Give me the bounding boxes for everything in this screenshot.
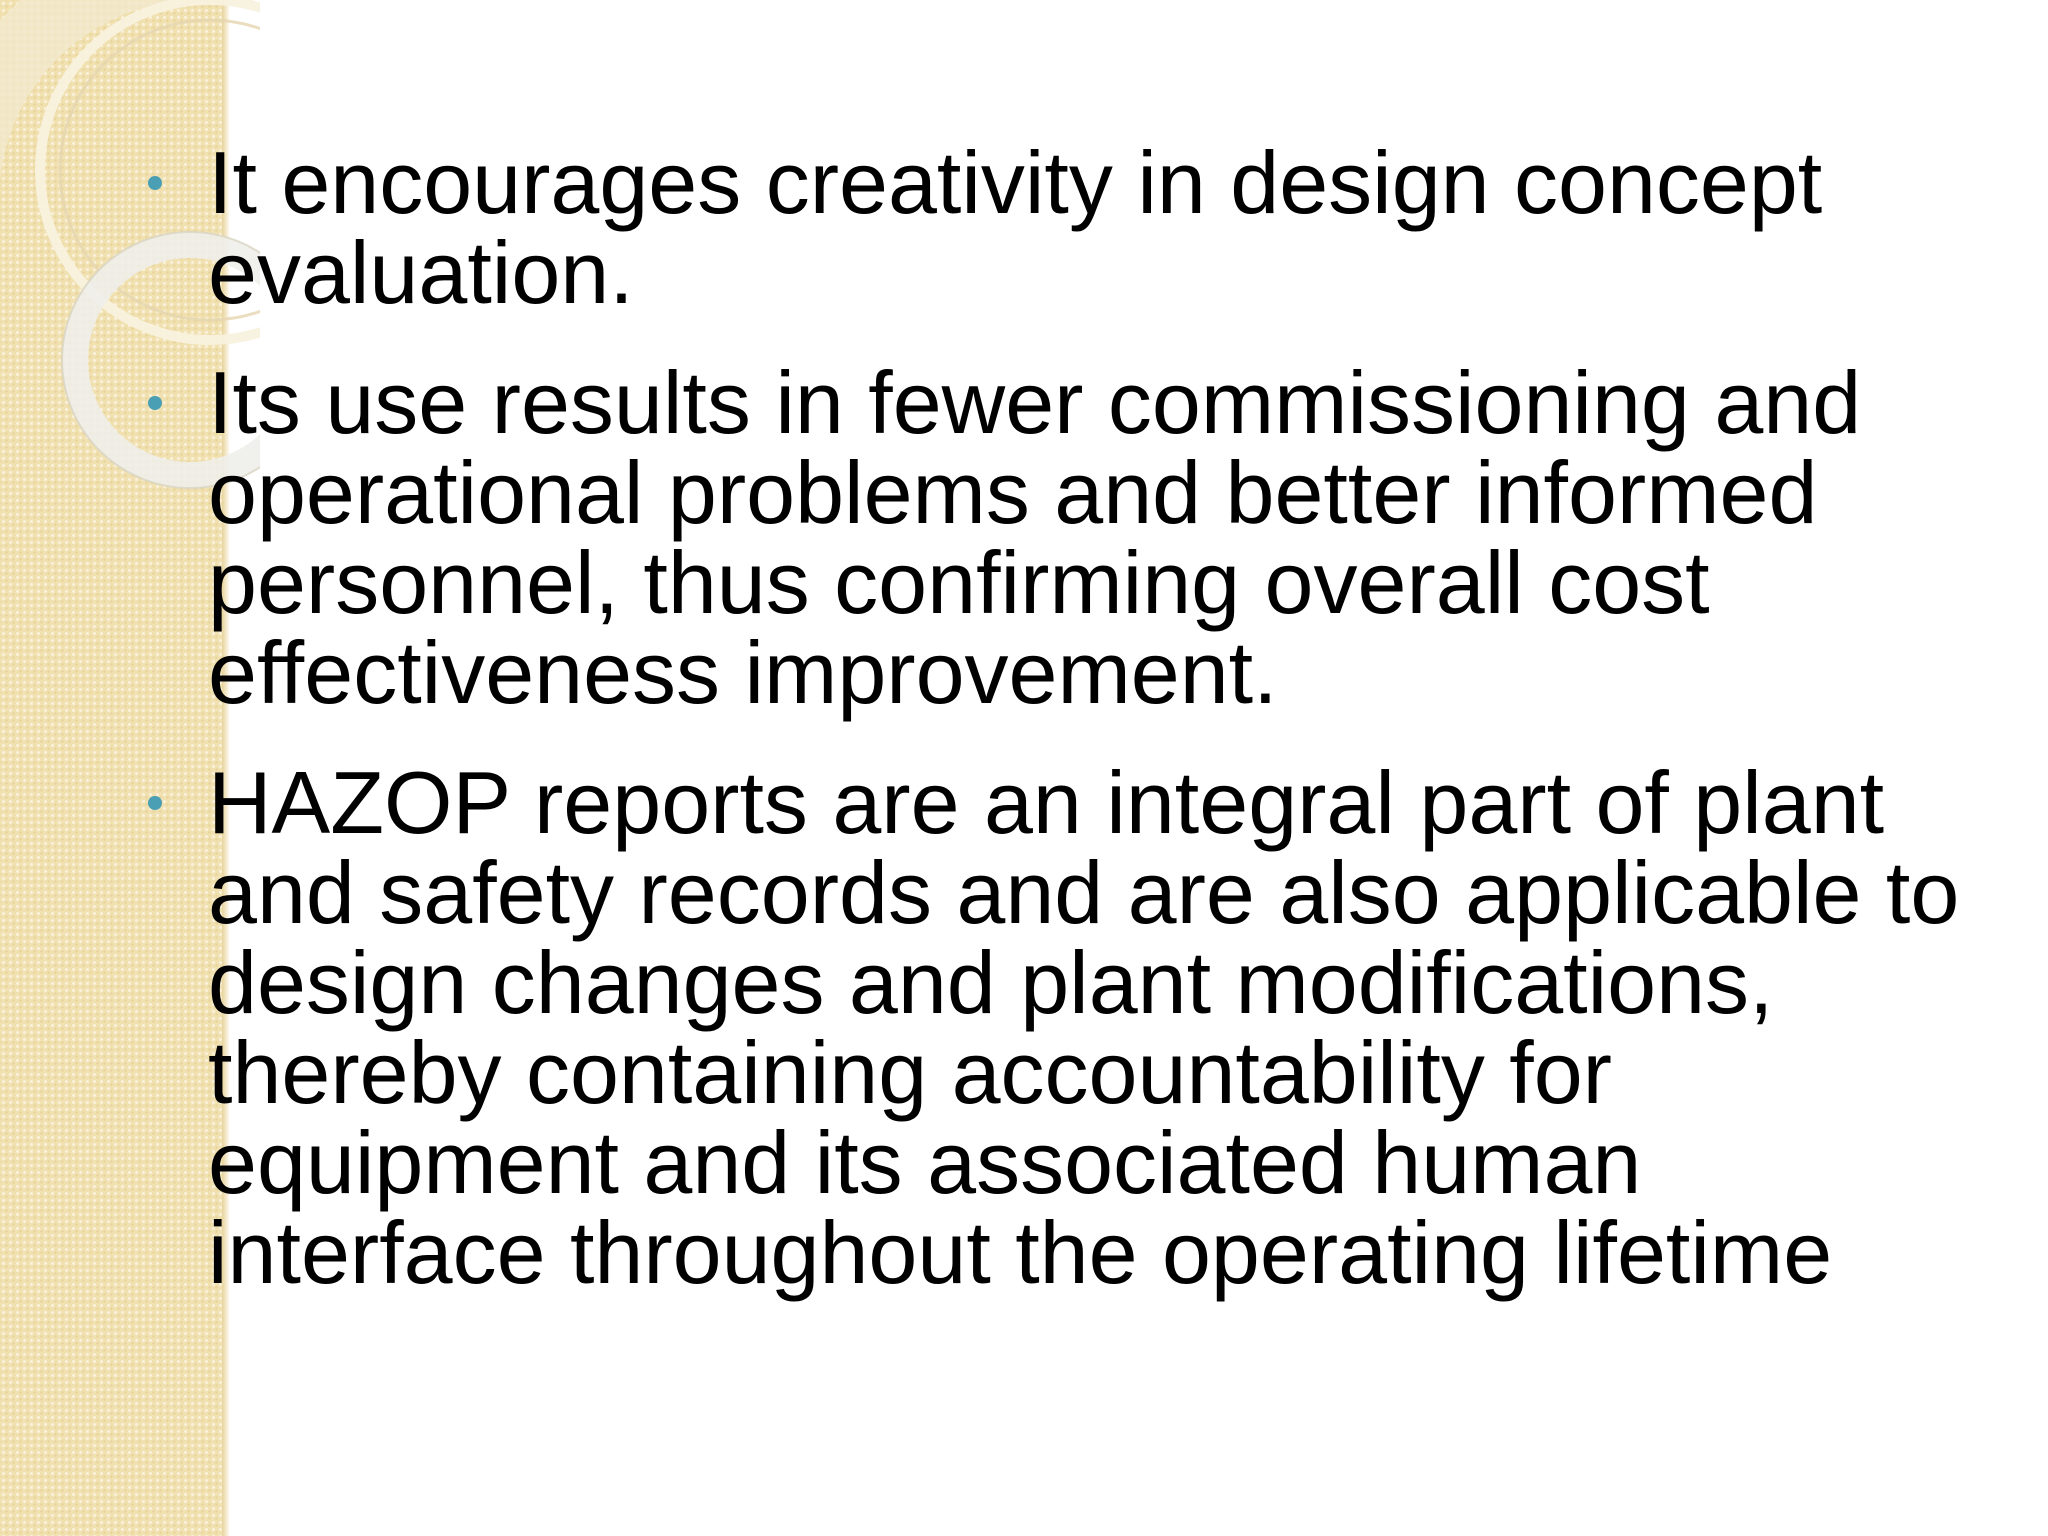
bullet-dot-icon [148, 176, 162, 190]
bullet-item [140, 133, 1960, 322]
slide-content [140, 133, 1960, 1338]
bullet-text: HAZOP reports are an integral part of plant and safety records and are also applicable to design changes and plant modifications, thereby containing accountability for equipment and its associated human interface throughout the operating lifetime [208, 753, 1960, 1302]
bullet-text: It encourages creativity in design concept evaluation. [208, 133, 1823, 322]
bullet-dot-icon [148, 396, 162, 410]
bullet-dot-icon [148, 796, 162, 810]
bullet-text: Its use results in fewer commissioning and operational problems and better informed personnel, thus confirming overall cost effectiveness improvement. [208, 353, 1862, 722]
bullet-list [140, 133, 1960, 1302]
bullet-item [140, 353, 1960, 722]
bullet-item [140, 753, 1960, 1302]
